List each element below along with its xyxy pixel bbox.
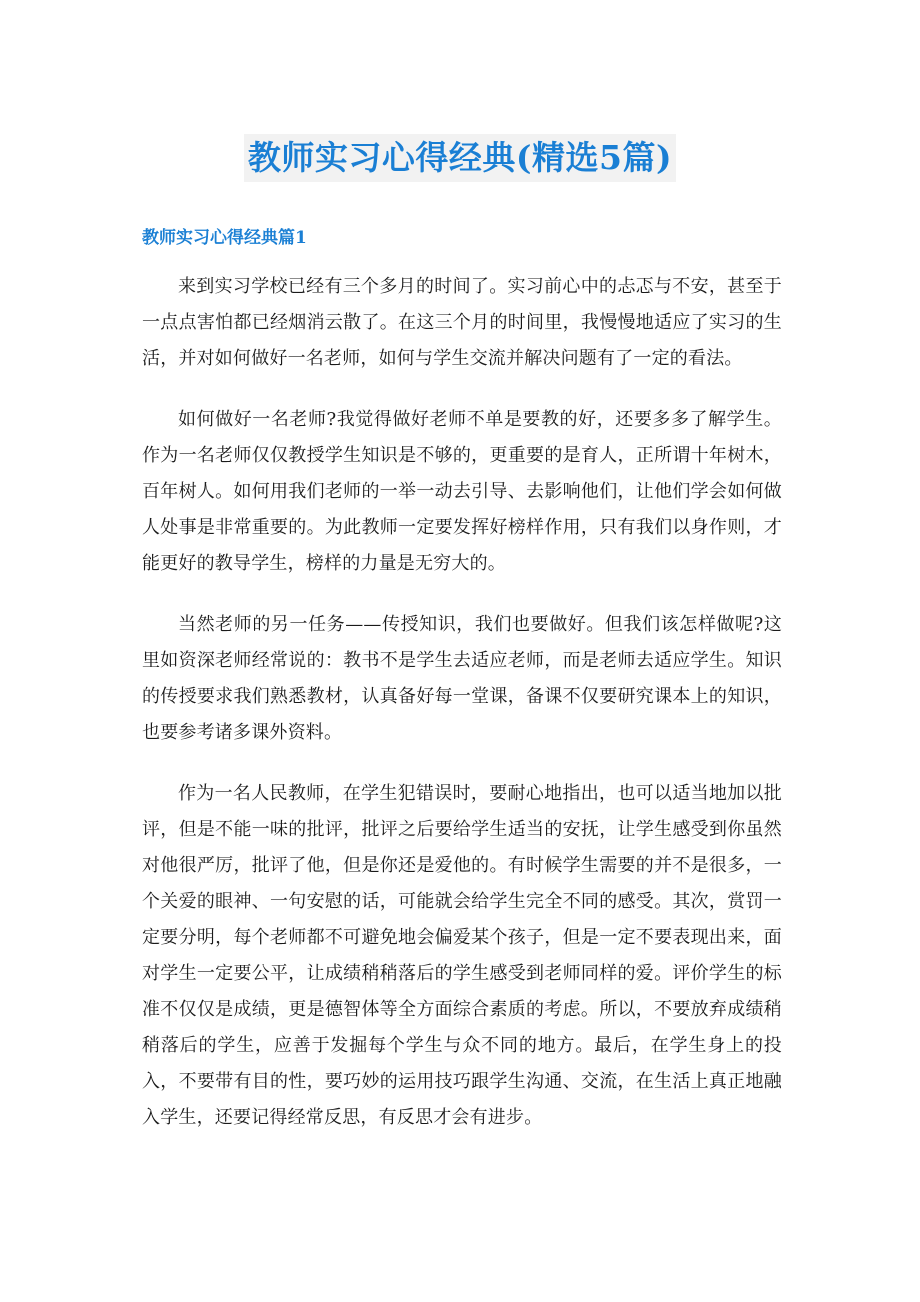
- paragraph: 作为一名人民教师，在学生犯错误时，要耐心地指出，也可以适当地加以批评，但是不能一味的批评，批评之后要给学生适当的安抚，让学生感受到你虽然对他很严厉，批评了他，但是你还是爱他的。有时候学生需要的并不是很多，一个关爱的眼神、一句安慰的话，可能就会给学生完全不同的感受。其次，赏罚一定要分明，每个老师都不可避免地会偏爱某个孩子，但是一定不要表现出来，面对学生一定要公平，让成绩稍稍落后的学生感受到老师同样的爱。评价学生的标准不仅仅是成绩，更是德智体等全方面综合素质的考虑。所以，不要放弃成绩稍稍落后的学生，应善于发掘每个学生与众不同的地方。最后，在学生身上的投入，不要带有目的性，要巧妙的运用技巧跟学生沟通、交流，在生活上真正地融入学生，还要记得经常反思，有反思才会有进步。: [142, 783, 782, 1128]
- document-body: [142, 269, 782, 1161]
- title-container: [0, 134, 920, 182]
- paragraph: 如何做好一名老师?我觉得做好老师不单是要教的好，还要多多了解学生。作为一名老师仅仅教授学生知识是不够的，更重要的是育人，正所谓十年树木，百年树人。如何用我们老师的一举一动去引导、去影响他们，让他们学会如何做人处事是非常重要的。为此教师一定要发挥好榜样作用，只有我们以身作则，才能更好的教导学生，榜样的力量是无穷大的。: [142, 409, 782, 574]
- section-heading: 教师实习心得经典篇1: [142, 228, 307, 248]
- paragraph: 来到实习学校已经有三个多月的时间了。实习前心中的忐忑与不安，甚至于一点点害怕都已经烟消云散了。在这三个月的时间里，我慢慢地适应了实习的生活，并对如何做好一名老师，如何与学生交流并解决问题有了一定的看法。: [142, 276, 782, 369]
- document-title: 教师实习心得经典(精选5篇): [244, 134, 676, 182]
- paragraph: 当然老师的另一任务——传授知识，我们也要做好。但我们该怎样做呢?这里如资深老师经常说的：教书不是学生去适应老师，而是老师去适应学生。知识的传授要求我们熟悉教材，认真备好每一堂课，备课不仅要研究课本上的知识，也要参考诸多课外资料。: [142, 614, 782, 743]
